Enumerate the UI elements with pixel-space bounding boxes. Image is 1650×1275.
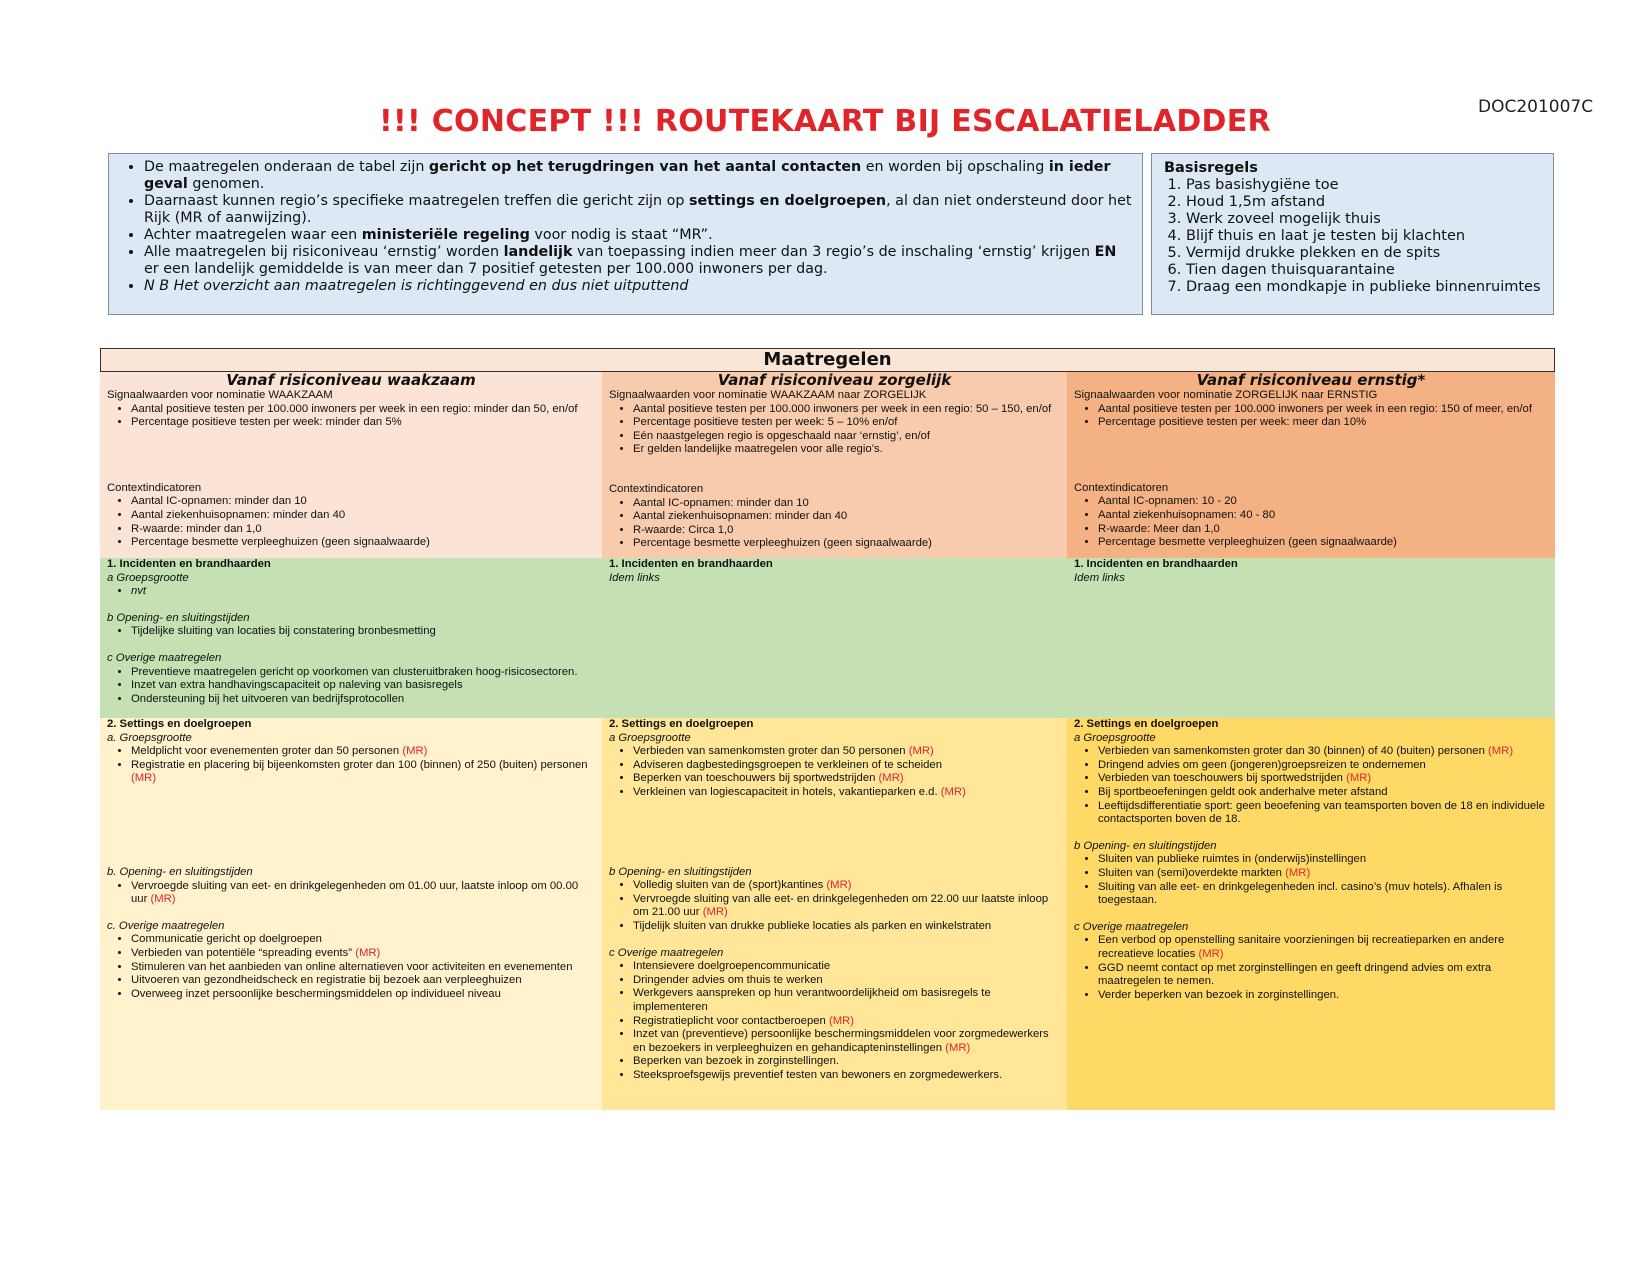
- list-item: • Aantal IC-opnamen: minder dan 10: [131, 495, 595, 509]
- list-item: • R-waarde: minder dan 1,0: [131, 523, 595, 537]
- basisregel-item: 5. Vermijd drukke plekken en de spits: [1186, 245, 1543, 262]
- list-item: • R-waarde: Meer dan 1,0: [1098, 523, 1548, 537]
- list-item: • Beperken van bezoek in zorginstellingen.: [633, 1055, 1060, 1069]
- list-item: • Steeksproefsgewijs preventief testen van bewoners en zorgmedewerkers.: [633, 1069, 1060, 1083]
- list-item: • Dringender advies om thuis te werken: [633, 974, 1060, 988]
- mr-tag: (MR): [150, 893, 176, 906]
- list-item: • Er gelden landelijke maatregelen voor alle regio’s.: [633, 443, 1060, 457]
- maatregelen-table: [100, 348, 1555, 1110]
- list-item: • Verbieden van potentiële “spreading events” (MR): [131, 947, 595, 961]
- list-item: • Aantal positieve testen per 100.000 inwoners per week in een regio: minder dan 50, en/of: [131, 403, 595, 417]
- subsection-heading: a Groepsgrootte: [1074, 731, 1156, 744]
- signal-heading: Signaalwaarden voor nominatie WAAKZAAM naar ZORGELIJK: [609, 389, 927, 401]
- measure-list: [1074, 745, 1548, 827]
- signal-heading: Signaalwaarden voor nominatie WAAKZAAM: [107, 389, 333, 401]
- ernstig-signal-cell: [1067, 372, 1555, 558]
- signal-heading: Signaalwaarden voor nominatie ZORGELIJK naar ERNSTIG: [1074, 389, 1378, 401]
- list-item: • Verbieden van samenkomsten groter dan 30 (binnen) of 40 (buiten) personen (MR): [1098, 745, 1548, 759]
- waakzaam-incidents-cell: [100, 558, 602, 718]
- basisregel-item: 6. Tien dagen thuisquarantaine: [1186, 262, 1543, 279]
- list-item: • Verbieden van toeschouwers bij sportwedstrijden (MR): [1098, 772, 1548, 786]
- measure-list: [107, 585, 595, 599]
- mr-tag: (MR): [908, 745, 934, 758]
- mr-tag: (MR): [1198, 947, 1224, 960]
- intro-item: • Alle maatregelen bij risiconiveau ‘ernstig’ worden landelijk van toepassing indien meer dan 3 regio’s de inschaling ‘ernstig’ krijgen EN er een landelijk gemiddelde is van meer dan 7 positief getesten per 100.000 inwoners per dag.: [144, 244, 1134, 278]
- list-item: • Aantal positieve testen per 100.000 inwoners per week in een regio: 150 of meer, en/of: [1098, 403, 1548, 417]
- list-item: • nvt: [131, 585, 595, 599]
- list-item: • Dringend advies om geen (jongeren)groepsreizen te ondernemen: [1098, 759, 1548, 773]
- measure-list: [609, 745, 1060, 799]
- list-item: • Aantal positieve testen per 100.000 inwoners per week in een regio: 50 – 150, en/of: [633, 403, 1060, 417]
- mr-tag: (MR): [828, 1014, 855, 1027]
- basisregels-heading: Basisregels: [1164, 160, 1258, 176]
- list-item: • Percentage besmette verpleeghuizen (geen signaalwaarde): [131, 536, 595, 550]
- intro-item: • N B Het overzicht aan maatregelen is richtinggevend en dus niet uitputtend: [144, 278, 1134, 295]
- subsection-heading: b Opening- en sluitingstijden: [107, 611, 250, 624]
- basisregel-item: 3. Werk zoveel mogelijk thuis: [1186, 211, 1543, 228]
- list-item: • Inzet van (preventieve) persoonlijke beschermingsmiddelen voor zorgmedewerkers en bezoekers in verpleeghuizen en gehandicapteninstellingen (MR): [633, 1028, 1060, 1055]
- intro-box: [108, 153, 1143, 315]
- measure-list: [609, 879, 1060, 933]
- subsection-heading: b Opening- en sluitingstijden: [1074, 839, 1217, 852]
- section-heading: 2. Settings en doelgroepen: [609, 718, 754, 730]
- list-item: • Percentage positieve testen per week: 5 – 10% en/of: [633, 416, 1060, 430]
- intro-item: • De maatregelen onderaan de tabel zijn gericht op het terugdringen van het aantal contacten en worden bij opschaling in ieder geval genomen.: [144, 159, 1134, 193]
- idem-note: Idem links: [609, 571, 660, 584]
- list-item: • Stimuleren van het aanbieden van online alternatieven voor activiteiten en evenementen: [131, 961, 595, 975]
- list-item: • Aantal ziekenhuisopnamen: minder dan 40: [633, 510, 1060, 524]
- list-item: • Verder beperken van bezoek in zorginstellingen.: [1098, 989, 1548, 1003]
- list-item: • Aantal ziekenhuisopnamen: 40 - 80: [1098, 509, 1548, 523]
- list-item: • Aantal ziekenhuisopnamen: minder dan 40: [131, 509, 595, 523]
- idem-note: Idem links: [1074, 571, 1125, 584]
- list-item: • Meldplicht voor evenementen groter dan 50 personen (MR): [131, 745, 595, 759]
- signal-list: [107, 403, 595, 430]
- basisregels-box: [1151, 153, 1554, 315]
- list-item: • Percentage positieve testen per week: minder dan 5%: [131, 416, 595, 430]
- basisregel-item: 7. Draag een mondkapje in publieke binnenruimtes: [1186, 279, 1543, 296]
- list-item: • Verbieden van samenkomsten groter dan 50 personen (MR): [633, 745, 1060, 759]
- waakzaam-settings-cell: [100, 718, 602, 1110]
- mr-tag: (MR): [1285, 866, 1311, 879]
- signal-row: [100, 372, 1555, 558]
- mr-tag: (MR): [826, 879, 852, 892]
- list-item: • Bij sportbeoefeningen geldt ook anderhalve meter afstand: [1098, 786, 1548, 800]
- page-title: !!! CONCEPT !!! ROUTEKAART BIJ ESCALATIELADDER: [379, 104, 1271, 139]
- level-heading-waakzaam: Vanaf risiconiveau waakzaam: [226, 372, 476, 389]
- zorgelijk-signal-cell: [602, 372, 1067, 558]
- mr-tag: (MR): [1488, 745, 1514, 758]
- measure-list: [107, 666, 595, 707]
- list-item: • Percentage positieve testen per week: meer dan 10%: [1098, 416, 1548, 430]
- subsection-heading: c Overige maatregelen: [107, 651, 222, 664]
- mr-tag: (MR): [878, 772, 904, 785]
- ernstig-settings-cell: [1067, 718, 1555, 1110]
- list-item: • Vervroegde sluiting van eet- en drinkgelegenheden om 01.00 uur, laatste inloop om 00.00 uur (MR): [131, 880, 595, 907]
- incidents-row: [100, 558, 1555, 718]
- list-item: • Preventieve maatregelen gericht op voorkomen van clusteruitbraken hoog-risicosectoren.: [131, 666, 595, 680]
- zorgelijk-incidents-cell: [602, 558, 1067, 718]
- list-item: • Overweeg inzet persoonlijke beschermingsmiddelen op individueel niveau: [131, 988, 595, 1002]
- list-item: • Verkleinen van logiescapaciteit in hotels, vakantieparken e.d. (MR): [633, 786, 1060, 800]
- list-item: • Sluiten van publieke ruimtes in (onderwijs)instellingen: [1098, 853, 1548, 867]
- subsection-heading: b. Opening- en sluitingstijden: [107, 865, 253, 878]
- context-list: [1074, 495, 1548, 549]
- list-item: • Registratieplicht voor contactberoepen (MR): [633, 1015, 1060, 1029]
- mr-tag: (MR): [402, 745, 428, 758]
- context-list: [609, 497, 1060, 551]
- list-item: • Vervroegde sluiting van alle eet- en drinkgelegenheden om 22.00 uur laatste inloop om 21.00 uur (MR): [633, 893, 1060, 920]
- list-item: • Intensievere doelgroepencommunicatie: [633, 960, 1060, 974]
- intro-item: • Achter maatregelen waar een ministeriële regeling voor nodig is staat “MR”.: [144, 227, 1134, 244]
- list-item: • Sluiten van (semi)overdekte markten (MR): [1098, 867, 1548, 881]
- mr-tag: (MR): [131, 772, 157, 785]
- list-item: • Een verbod op openstelling sanitaire voorzieningen bij recreatieparken en andere recreatieve locaties (MR): [1098, 934, 1548, 961]
- level-heading-ernstig: Vanaf risiconiveau ernstig*: [1196, 372, 1426, 389]
- list-item: • Registratie en placering bij bijeenkomsten groter dan 100 (binnen) of 250 (buiten) personen (MR): [131, 759, 595, 786]
- section-heading: 2. Settings en doelgroepen: [1074, 718, 1219, 730]
- measure-list: [107, 625, 595, 639]
- list-item: • Leeftijdsdifferentiatie sport: geen beoefening van teamsporten boven de 18 en individuele contactsporten boven de 18.: [1098, 800, 1548, 827]
- section-heading: 1. Incidenten en brandhaarden: [1074, 558, 1238, 570]
- subsection-heading: b Opening- en sluitingstijden: [609, 865, 752, 878]
- context-list: [107, 495, 595, 549]
- list-item: • GGD neemt contact op met zorginstellingen en geeft dringend advies om extra maatregelen te nemen.: [1098, 962, 1548, 989]
- measure-list: [1074, 853, 1548, 907]
- list-item: • Aantal IC-opnamen: 10 - 20: [1098, 495, 1548, 509]
- list-item: • Uitvoeren van gezondheidscheck en registratie bij bezoek aan verpleeghuizen: [131, 974, 595, 988]
- basisregel-item: 1. Pas basishygiëne toe: [1186, 177, 1543, 194]
- subsection-heading: a. Groepsgrootte: [107, 731, 192, 744]
- measure-list: [107, 933, 595, 1001]
- section-heading: 2. Settings en doelgroepen: [107, 718, 252, 730]
- mr-tag: (MR): [945, 1041, 971, 1054]
- measure-list: [1074, 934, 1548, 1002]
- signal-list: [609, 403, 1060, 457]
- subsection-heading: a Groepsgrootte: [609, 731, 691, 744]
- basisregel-item: 2. Houd 1,5m afstand: [1186, 194, 1543, 211]
- list-item: • Werkgevers aanspreken op hun verantwoordelijkheid om basisregels te implementeren: [633, 987, 1060, 1014]
- settings-row: [100, 718, 1555, 1110]
- document-id: DOC201007C: [1478, 97, 1594, 117]
- mr-tag: (MR): [940, 785, 966, 798]
- section-heading: 1. Incidenten en brandhaarden: [609, 558, 773, 570]
- context-heading: Contextindicatoren: [609, 482, 704, 495]
- list-item: • Sluiting van alle eet- en drinkgelegenheden incl. casino’s (muv hotels). Afhalen is toegestaan.: [1098, 881, 1548, 908]
- mr-tag: (MR): [355, 946, 381, 959]
- table-heading: Maatregelen: [100, 348, 1555, 372]
- measure-list: [107, 745, 595, 786]
- measure-list: [609, 960, 1060, 1082]
- basisregel-item: 4. Blijf thuis en laat je testen bij klachten: [1186, 228, 1543, 245]
- intro-item: • Daarnaast kunnen regio’s specifieke maatregelen treffen die gericht zijn op settings en doelgroepen, al dan niet ondersteund door het Rijk (MR of aanwijzing).: [144, 193, 1134, 227]
- list-item: • Beperken van toeschouwers bij sportwedstrijden (MR): [633, 772, 1060, 786]
- list-item: • Communicatie gericht op doelgroepen: [131, 933, 595, 947]
- mr-tag: (MR): [702, 906, 728, 919]
- ernstig-incidents-cell: [1067, 558, 1555, 718]
- list-item: • Aantal IC-opnamen: minder dan 10: [633, 497, 1060, 511]
- mr-tag: (MR): [1346, 772, 1372, 785]
- list-item: • Percentage besmette verpleeghuizen (geen signaalwaarde): [1098, 536, 1548, 550]
- measure-list: [107, 880, 595, 907]
- list-item: • Eén naastgelegen regio is opgeschaald naar ‘ernstig’, en/of: [633, 430, 1060, 444]
- basisregels-list: [1164, 177, 1543, 296]
- list-item: • Ondersteuning bij het uitvoeren van bedrijfsprotocollen: [131, 693, 595, 707]
- list-item: • Inzet van extra handhavingscapaciteit op naleving van basisregels: [131, 679, 595, 693]
- list-item: • Adviseren dagbestedingsgroepen te verkleinen of te scheiden: [633, 759, 1060, 773]
- subsection-heading: c. Overige maatregelen: [107, 919, 225, 932]
- list-item: • R-waarde: Circa 1,0: [633, 524, 1060, 538]
- context-heading: Contextindicatoren: [1074, 481, 1169, 494]
- subsection-heading: c Overige maatregelen: [1074, 920, 1189, 933]
- section-heading: 1. Incidenten en brandhaarden: [107, 558, 271, 570]
- subsection-heading: a Groepsgrootte: [107, 571, 189, 584]
- list-item: • Volledig sluiten van de (sport)kantines (MR): [633, 879, 1060, 893]
- intro-list: [117, 159, 1134, 295]
- waakzaam-signal-cell: [100, 372, 602, 558]
- list-item: • Tijdelijke sluiting van locaties bij constatering bronbesmetting: [131, 625, 595, 639]
- list-item: • Tijdelijk sluiten van drukke publieke locaties als parken en winkelstraten: [633, 920, 1060, 934]
- signal-list: [1074, 403, 1548, 430]
- level-heading-zorgelijk: Vanaf risiconiveau zorgelijk: [717, 372, 952, 389]
- list-item: • Percentage besmette verpleeghuizen (geen signaalwaarde): [633, 537, 1060, 551]
- subsection-heading: c Overige maatregelen: [609, 946, 724, 959]
- zorgelijk-settings-cell: [602, 718, 1067, 1110]
- context-heading: Contextindicatoren: [107, 481, 202, 494]
